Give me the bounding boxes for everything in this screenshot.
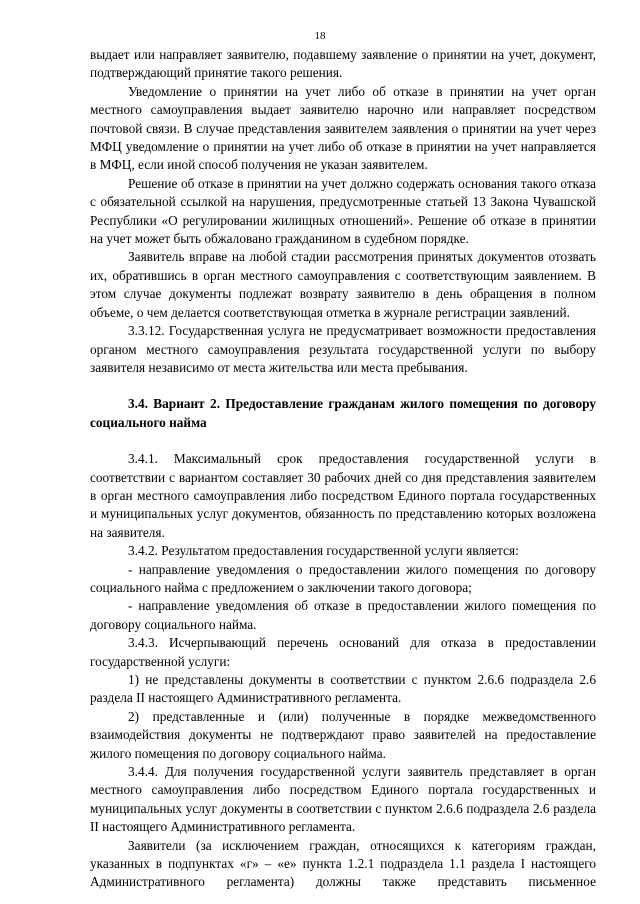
paragraph: 3.3.12. Государственная услуга не предусматривает возможности предоставления органом местного самоуправления результата государственной услуги по выбору заявителя независимо от места жительства или места пребывания. [90, 323, 596, 375]
paragraph: 3.4.4. Для получения государственной услуги заявитель представляет в орган местного самоуправления либо посредством Единого портала государственных и муниципальных услуг документы в соответствии с пунктом 2.6.6 подраздела 2.6 раздела II настоящего Административного регламента. [90, 764, 596, 835]
section-heading: 3.4. Вариант 2. Предоставление гражданам жилого помещения по договору социального найма [90, 396, 596, 430]
list-item: - направление уведомления о предоставлении жилого помещения по договору социального найма с предложением о заключении такого договора; [90, 561, 596, 595]
paragraph: Решение об отказе в принятии на учет должно содержать основания такого отказа с обязательной ссылкой на нарушения, предусмотренные статьей 13 Закона Чувашской Республики «О регулировании жилищных отношений». Решение об отказе в принятии на учет может быть обжаловано гражданином в судебном порядке. [90, 175, 596, 247]
paragraph: 3.4.2. Результатом предоставления государственной услуги является: [128, 543, 519, 559]
paragraph: 3.4.3. Исчерпывающий перечень оснований для отказа в предоставлении государственной услуги: [90, 635, 596, 669]
paragraph: Заявитель вправе на любой стадии рассмотрения принятых документов отозвать их, обратившись в орган местного самоуправления с соответствующим заявлением. В этом случае документы подлежат возврату заявителю в день обращения в полном объеме, о чем делается соответствующая отметка в журнале регистрации заявлений. [90, 249, 596, 320]
document-body [90, 46, 596, 892]
paragraph: Заявители (за исключением граждан, относящихся к категориям граждан, указанных в подпунктах «г» – «е» пункта 1.2.1 подраздела 1.1 раздела I настоящего Административного регламента) должны также представить письменное [90, 837, 596, 890]
page-number: 18 [314, 30, 326, 42]
paragraph: выдает или направляет заявителю, подавшему заявление о принятии на учет, документ, подтверждающий принятие такого решения. [90, 47, 596, 81]
paragraph: Уведомление о принятии на учет либо об отказе в принятии на учет орган местного самоуправления выдает заявителю нарочно или направляет посредством почтовой связи. В случае представления заявителем заявления о принятии на учет через МФЦ уведомление о принятии на учет либо об отказе в принятии на учет направляется в МФЦ, если иной способ получения не указан заявителем. [90, 83, 596, 173]
list-item: 2) представленные и (или) полученные в порядке межведомственного взаимодействия документы не подтверждают право заявителей на предоставление жилого помещения по договору социального найма. [90, 708, 596, 761]
list-item: - направление уведомления об отказе в предоставлении жилого помещения по договору социального найма. [90, 598, 596, 632]
list-item: 1) не представлены документы в соответствии с пунктом 2.6.6 подраздела 2.6 раздела II настоящего Административного регламента. [90, 672, 596, 706]
paragraph: 3.4.1. Максимальный срок предоставления государственной услуги в соответствии с вариантом составляет 30 рабочих дней со дня представления заявителем в орган местного самоуправления либо посредством Единого портала государственных и муниципальных услуг документов, обязанность по представлению которых возложена на заявителя. [90, 451, 596, 540]
